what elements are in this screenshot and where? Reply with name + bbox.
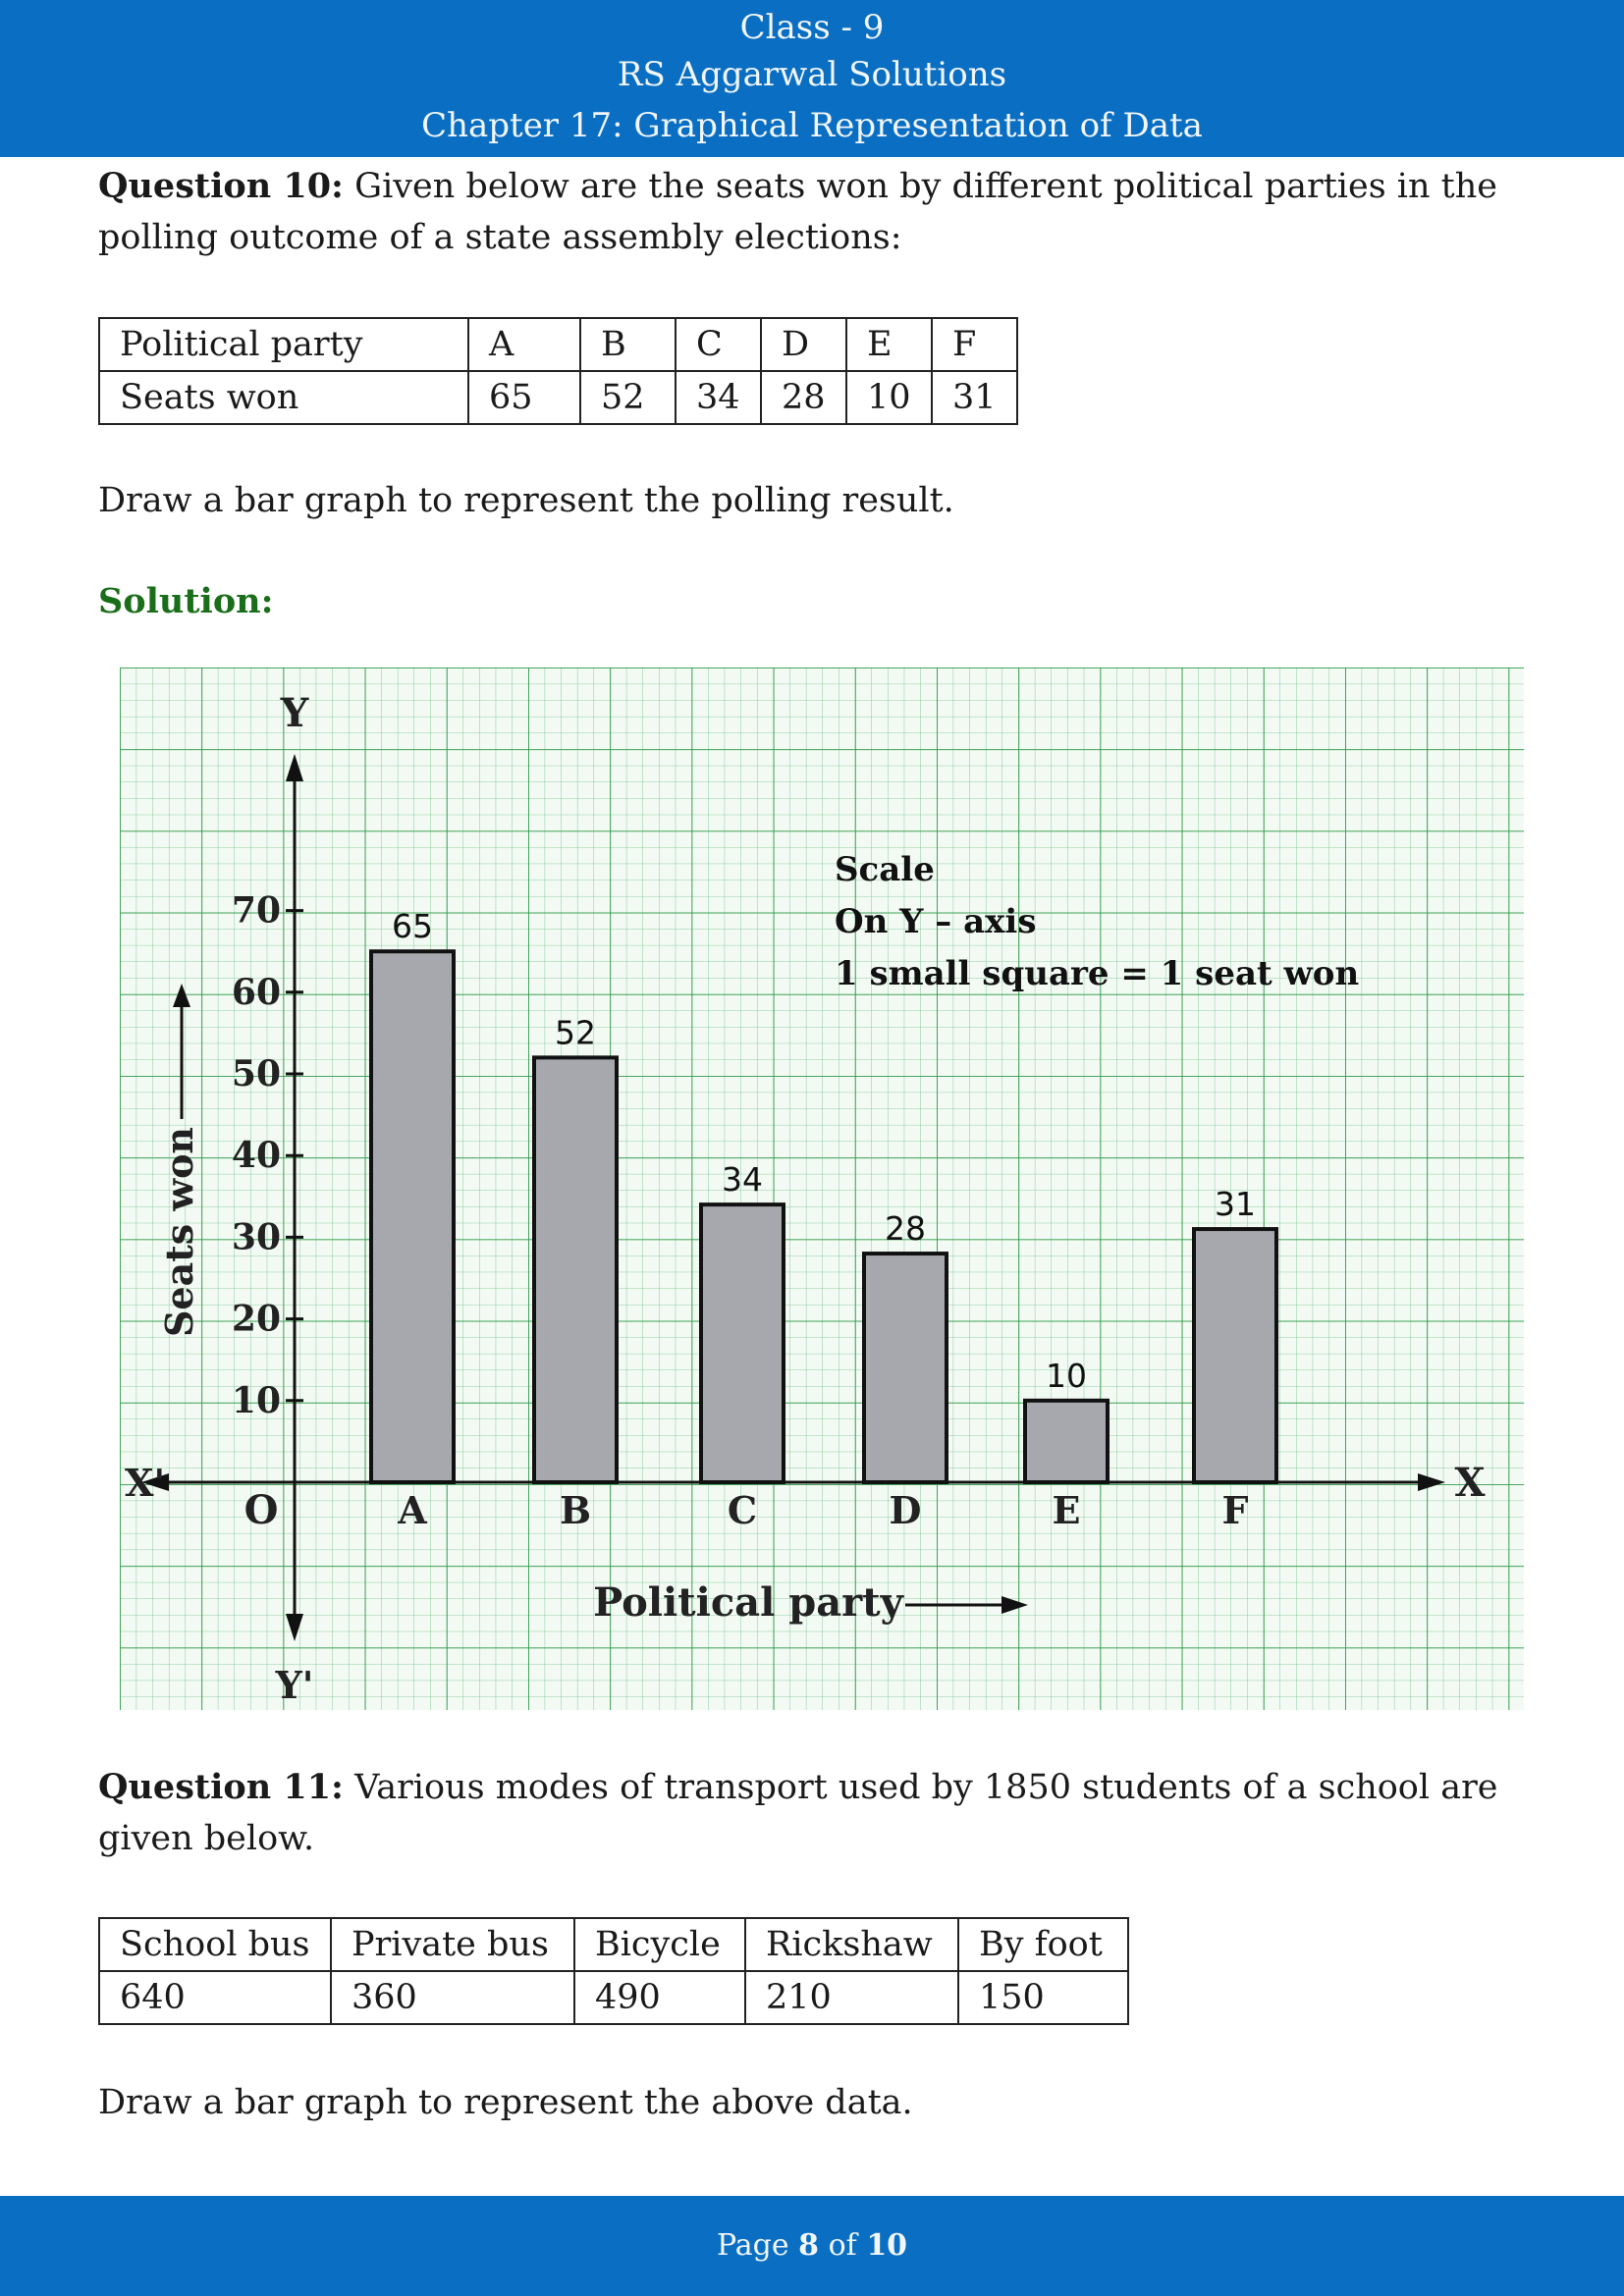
book-line: RS Aggarwal Solutions: [617, 55, 1007, 94]
bar-data-label: 52: [555, 1013, 596, 1052]
x-axis-title: Political party: [593, 1579, 903, 1626]
table-cell: 52: [580, 371, 676, 424]
y-tick-label: 30: [231, 1216, 281, 1258]
x-axis-name: X: [1454, 1460, 1486, 1506]
bar-c: [701, 1204, 784, 1482]
y-tick-label: 20: [231, 1298, 281, 1340]
question-10-label: Question 10:: [98, 166, 344, 206]
table-cell: 31: [932, 371, 1017, 424]
y-tick-label: 50: [231, 1053, 281, 1095]
table-row: [99, 1971, 1128, 2024]
scale-note-line: 1 small square = 1 seat won: [835, 954, 1360, 993]
table-cell: 490: [574, 1971, 745, 2024]
x-tick-label: B: [559, 1488, 592, 1532]
table-cell: C: [676, 318, 761, 371]
x-tick-label: E: [1052, 1488, 1081, 1532]
table-row: [99, 371, 1017, 424]
question-11-instruction: Draw a bar graph to represent the above data.: [98, 2083, 913, 2122]
bar-f: [1194, 1229, 1276, 1482]
y-tick-label: 40: [231, 1135, 281, 1177]
chapter-line: Chapter 17: Graphical Representation of Data: [421, 106, 1203, 145]
graph-paper-major-grid: [120, 667, 1524, 1710]
table-cell: D: [761, 318, 846, 371]
page-current: 8: [798, 2228, 820, 2263]
bar-e: [1025, 1401, 1108, 1482]
y-tick-label: 10: [231, 1379, 281, 1421]
x-tick-label: A: [398, 1488, 427, 1532]
bar-data-label: 31: [1215, 1185, 1256, 1224]
table-cell: 65: [468, 371, 580, 424]
bar-d: [864, 1254, 947, 1482]
table-row: [99, 318, 1017, 371]
question-11-table: [98, 1917, 1129, 2025]
bar-b: [534, 1057, 617, 1482]
bar-data-label: 34: [722, 1160, 763, 1200]
y-tick-label: 70: [231, 889, 281, 932]
question-11-text: [98, 1762, 1532, 1864]
page-word: Page: [716, 2228, 789, 2263]
bar-a: [371, 951, 454, 1482]
y-axis-title: Seats won: [157, 1126, 201, 1338]
bar-chart: [120, 667, 1524, 1710]
question-11-body: Various modes of transport used by 1850 students of a school are given below.: [98, 1768, 1498, 1858]
bar-data-label: 28: [885, 1209, 926, 1249]
question-10-instruction: Draw a bar graph to represent the polling result.: [98, 481, 954, 520]
page-header: [0, 0, 1624, 157]
question-10-body: Given below are the seats won by different political parties in the polling outcome of a state assembly elections:: [98, 167, 1497, 257]
bar-data-label: 65: [392, 907, 433, 946]
x-tick-label: F: [1221, 1488, 1249, 1532]
table-cell: B: [580, 318, 676, 371]
scale-note-line: On Y – axis: [835, 902, 1037, 941]
page-footer: [0, 2196, 1624, 2296]
table-cell: 210: [745, 1971, 958, 2024]
table-cell: School bus: [99, 1918, 331, 1971]
origin-label: O: [244, 1487, 279, 1533]
question-10-table: [98, 317, 1018, 425]
bar-data-label: 10: [1046, 1356, 1087, 1395]
page-total: 10: [866, 2228, 908, 2263]
y-neg-axis-name: Y': [275, 1663, 314, 1707]
table-cell: Seats won: [99, 371, 468, 424]
page-of: of: [828, 2228, 857, 2263]
table-cell: Rickshaw: [745, 1918, 958, 1971]
table-cell: F: [932, 318, 1017, 371]
table-cell: A: [468, 318, 580, 371]
table-cell: 10: [846, 371, 932, 424]
class-line: Class - 9: [739, 8, 885, 47]
table-cell: Political party: [99, 318, 468, 371]
table-cell: 640: [99, 1971, 331, 2024]
question-11-label: Question 11:: [98, 1767, 344, 1807]
table-cell: Bicycle: [574, 1918, 745, 1971]
table-cell: 150: [958, 1971, 1128, 2024]
table-cell: By foot: [958, 1918, 1128, 1971]
x-tick-label: D: [889, 1488, 922, 1532]
table-cell: 34: [676, 371, 761, 424]
table-row: [99, 1918, 1128, 1971]
table-cell: E: [846, 318, 932, 371]
x-neg-axis-name: X': [125, 1461, 166, 1505]
x-tick-label: C: [727, 1488, 758, 1532]
solution-label: Solution:: [98, 581, 274, 621]
y-tick-label: 60: [231, 971, 281, 1013]
table-cell: 360: [331, 1971, 574, 2024]
scale-note-line: Scale: [835, 850, 935, 889]
table-cell: 28: [761, 371, 846, 424]
question-10-text: [98, 161, 1532, 263]
table-cell: Private bus: [331, 1918, 574, 1971]
y-axis-name: Y: [280, 690, 309, 736]
